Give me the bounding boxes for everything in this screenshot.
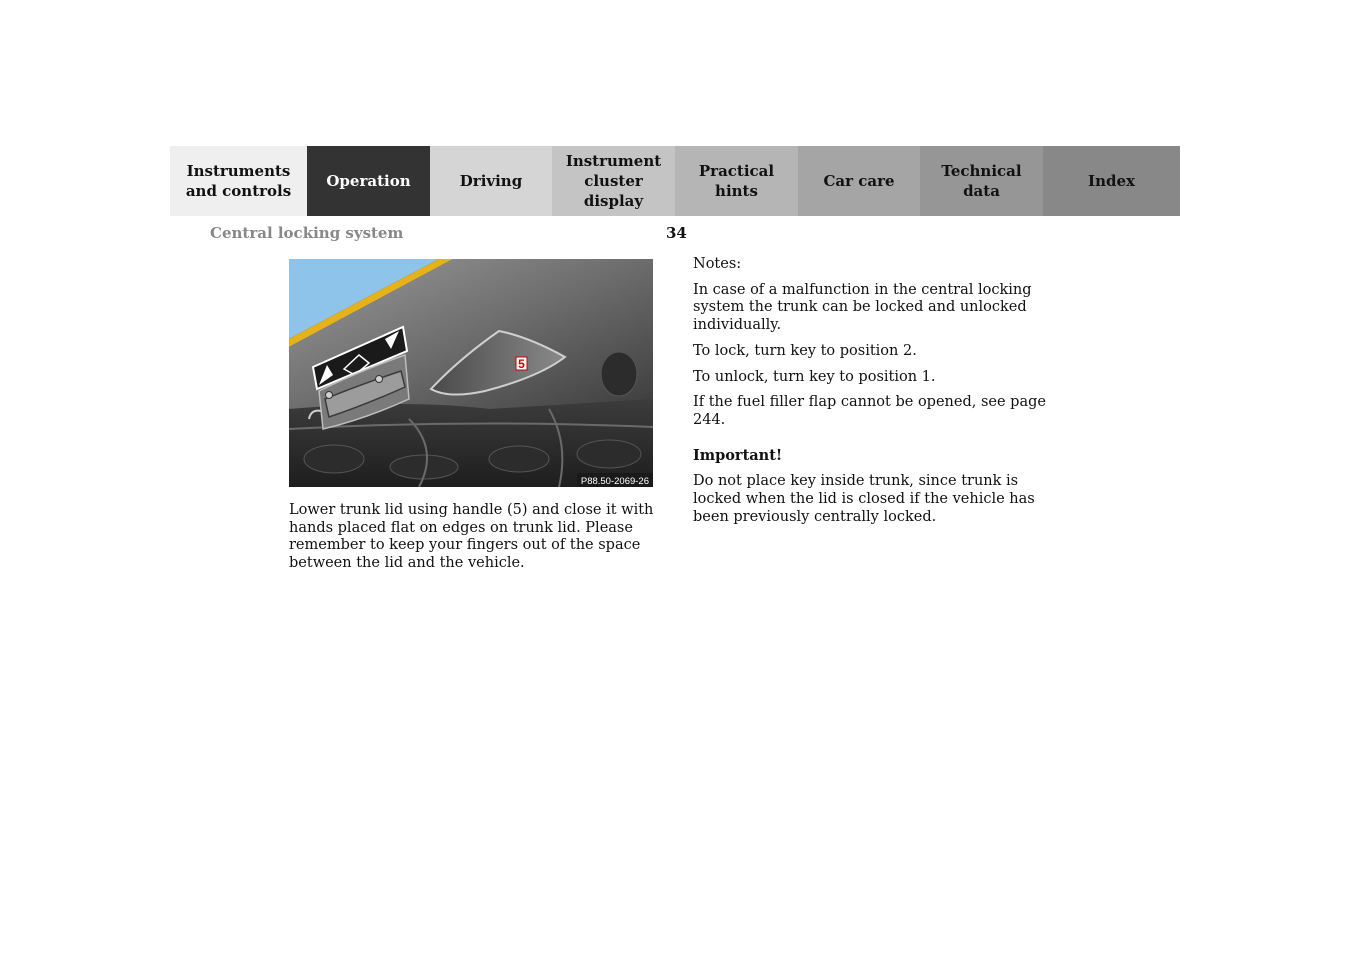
notes-column	[693, 256, 1068, 534]
note-item: If the fuel filler flap cannot be opened, see page 244.	[693, 394, 1046, 428]
note-item: To lock, turn key to position 2.	[693, 342, 917, 359]
tab-car-care[interactable]: Car care	[798, 146, 920, 216]
notes-heading: Notes:	[693, 256, 742, 272]
important-text: Do not place key inside trunk, since trunk is locked when the lid is closed if the vehicle has been previously centrally locked.	[693, 473, 1035, 525]
figure-caption: Lower trunk lid using handle (5) and close it with hands placed flat on edges on trunk lid. Please remember to keep your fingers out of the space between the lid and the vehicle.	[289, 502, 654, 572]
note-item: In case of a malfunction in the central locking system the trunk can be locked and unlocked individually.	[693, 281, 1032, 334]
tab-driving[interactable]: Driving	[430, 146, 552, 216]
callout-5: 5	[518, 357, 525, 371]
tab-instrument-cluster-display[interactable]: Instrument cluster display	[552, 146, 675, 216]
figure-code: P88.50-2069-26	[580, 476, 649, 487]
tab-practical-hints[interactable]: Practical hints	[675, 146, 798, 216]
note-item: To unlock, turn key to position 1.	[693, 368, 936, 385]
tab-operation[interactable]: Operation	[307, 146, 430, 216]
important-heading: Important!	[693, 446, 783, 464]
chapter-nav	[170, 146, 1180, 216]
page-number: 34	[666, 224, 687, 242]
section-title: Central locking system	[210, 224, 404, 242]
tab-index[interactable]: Index	[1043, 146, 1180, 216]
trunk-lid-illustration	[289, 259, 653, 487]
tab-instruments-and-controls[interactable]: Instruments and controls	[170, 146, 307, 216]
tab-technical-data[interactable]: Technical data	[920, 146, 1043, 216]
